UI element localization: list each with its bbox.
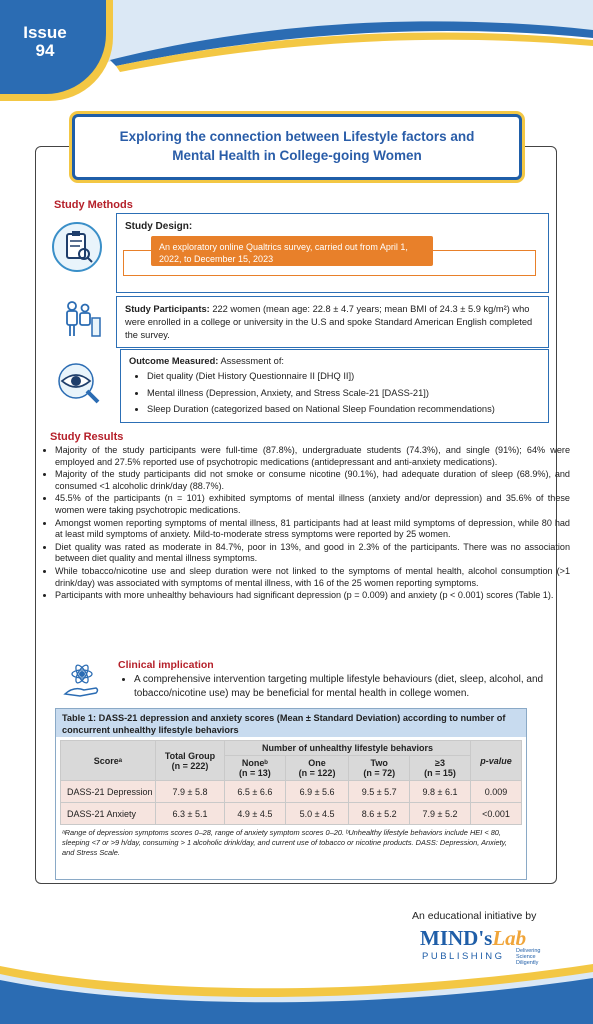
table-cell: 6.9 ± 5.6 xyxy=(285,781,349,803)
table-cell: 7.9 ± 5.8 xyxy=(156,781,225,803)
brand-sub: PUBLISHING xyxy=(422,951,505,962)
table-cell: 8.6 ± 5.2 xyxy=(349,803,410,825)
clinical-item: • A comprehensive intervention targeting multiple lifestyle behaviours (diet, sleep, alcohol, and tobacco/nicotine use) may be beneficial for mental health in college women. xyxy=(134,673,554,701)
results-item: • While tobacco/nicotine use and sleep duration were not linked to the symptoms of mental health, alcohol consumption (>1 drink/day) was associated with symptoms of mental illness, with 16 of the 25 women reporting symptoms. xyxy=(55,566,570,589)
outcome-intro xyxy=(129,355,284,368)
study-design-box xyxy=(116,213,549,293)
table-cell: 9.5 ± 5.7 xyxy=(349,781,410,803)
outcome-label: Outcome Measured: xyxy=(129,356,219,366)
outcome-item: • Diet quality (Diet History Questionnaire II [DHQ II]) xyxy=(147,369,547,385)
header-sub: Noneᵇ (n = 13) xyxy=(225,756,286,781)
table-cell: 6.3 ± 5.1 xyxy=(156,803,225,825)
study-results-heading: Study Results xyxy=(50,431,124,443)
results-item: • Majority of the study participants were full-time (87.8%), undergraduate students (74.3%), and single (91%); 64% were employed and 27.5% reported use of psychotropic medications (antidepressant and anti-anxiety medications). xyxy=(55,445,570,468)
header-sub: One (n = 122) xyxy=(285,756,349,781)
outcome-item: • Mental illness (Depression, Anxiety, and Stress Scale-21 [DASS-21]) xyxy=(147,386,547,402)
table-cell: 4.9 ± 4.5 xyxy=(225,803,286,825)
eye-magnifier-icon xyxy=(56,361,104,407)
table-1 xyxy=(55,708,527,880)
table-cell: DASS-21 Depression xyxy=(61,781,156,803)
header-total-label: Total Group xyxy=(164,750,216,761)
outcome-item: • Sleep Duration (categorized based on National Sleep Foundation recommendations) xyxy=(147,402,547,418)
outcome-text: Assessment of: xyxy=(218,356,284,366)
issue-number: 94 xyxy=(35,41,55,60)
tagline-line: Delivering xyxy=(516,948,541,954)
results-item: • Participants with more unhealthy behaviours had significant depression (p = 0.009) and anxiety (p < 0.001) scores (Table 1). xyxy=(55,590,570,602)
brand-main: MIND's xyxy=(420,926,493,950)
initiative-text: An educational initiative by xyxy=(412,910,537,922)
outcome-measured-box xyxy=(120,349,549,423)
clinical-implication-heading: Clinical implication xyxy=(118,659,214,671)
study-participants-label: Study Participants: xyxy=(125,304,210,314)
study-methods-heading: Study Methods xyxy=(54,199,133,211)
tagline-line: Science xyxy=(516,954,536,960)
bottom-wave-decoration xyxy=(0,930,593,1024)
header-total xyxy=(156,741,225,781)
issue-label: Issue xyxy=(23,23,67,42)
table-caption: Table 1: DASS-21 depression and anxiety scores (Mean ± Standard Deviation) according to number of concurrent unhealthy lifestyle behaviors xyxy=(56,709,526,737)
table-cell: 9.8 ± 6.1 xyxy=(410,781,471,803)
results-item: • Diet quality was rated as moderate in 84.7%, poor in 13%, and good in 2.3% of the participants. There was no association between diet quality and mental illness symptoms. xyxy=(55,542,570,565)
tagline-line: Diligently xyxy=(516,960,539,966)
header-total-n: (n = 222) xyxy=(171,760,209,771)
table-cell: <0.001 xyxy=(470,803,521,825)
hand-atom-icon xyxy=(62,660,102,700)
header-sub: Two (n = 72) xyxy=(349,756,410,781)
clipboard-search-icon xyxy=(52,222,102,272)
study-participants-text xyxy=(125,303,540,342)
table-footnote: ᵃRange of depression symptoms scores 0–28, range of anxiety symptom scores 0–20. ᵇUnhealthy lifestyle behaviors include HEI < 80, sleeping <7 or >9 h/day, consuming > 1 alcoholic drink/day, and current use of tobacco or nicotine products. DASS: Depression, Anxiety, and Stress Scale. xyxy=(62,828,507,857)
table-row xyxy=(61,781,522,803)
page-title xyxy=(75,127,519,165)
header-sub: ≥3 (n = 15) xyxy=(410,756,471,781)
header-group: Number of unhealthy lifestyle behaviors xyxy=(225,741,471,756)
header-score: Scoreᵃ xyxy=(61,741,156,781)
header-pvalue: p-value xyxy=(470,741,521,781)
brand-lab: Lab xyxy=(492,926,527,950)
table-cell: 6.5 ± 6.6 xyxy=(225,781,286,803)
dass-table xyxy=(60,740,522,825)
study-participants-desc: 222 women (mean age: 22.8 ± 4.7 years; mean BMI of 24.3 ± 5.9 kg/m²) who were enrolled in a college or university in the U.S and spoke Standard American English completed the survey. xyxy=(125,304,533,340)
outcome-list xyxy=(127,369,547,419)
study-results-list xyxy=(35,445,570,603)
title-line-2: Mental Health in College-going Women xyxy=(172,148,422,163)
results-item: • Majority of the study participants did not smoke or consume nicotine (90.1%), had adequate duration of sleep (68.9%), and consumed <1 alcoholic drink/day (88.7%). xyxy=(55,469,570,492)
table-cell: 7.9 ± 5.2 xyxy=(410,803,471,825)
table-cell: 0.009 xyxy=(470,781,521,803)
results-item: • Amongst women reporting symptoms of mental illness, 81 participants had at least mild symptoms of depression, while 80 had at least mild symptoms of anxiety. Mild-to-moderate stress symptoms were reported by 25 women. xyxy=(55,518,570,541)
study-design-text: An exploratory online Qualtrics survey, carried out from April 1, 2022, to December 15, 2023 xyxy=(151,236,433,266)
participants-icon xyxy=(58,296,104,342)
study-design-label: Study Design: xyxy=(125,221,193,232)
table-cell: DASS-21 Anxiety xyxy=(61,803,156,825)
table-row xyxy=(61,803,522,825)
title-line-1: Exploring the connection between Lifestyle factors and xyxy=(119,129,475,144)
clinical-list xyxy=(114,673,554,702)
results-item: • 45.5% of the participants (n = 101) exhibited symptoms of mental illness (anxiety and/or depression) and 35.6% of these women were taking psychotropic medications. xyxy=(55,493,570,516)
title-box xyxy=(72,114,522,180)
study-participants-box xyxy=(116,296,549,348)
table-cell: 5.0 ± 4.5 xyxy=(285,803,349,825)
